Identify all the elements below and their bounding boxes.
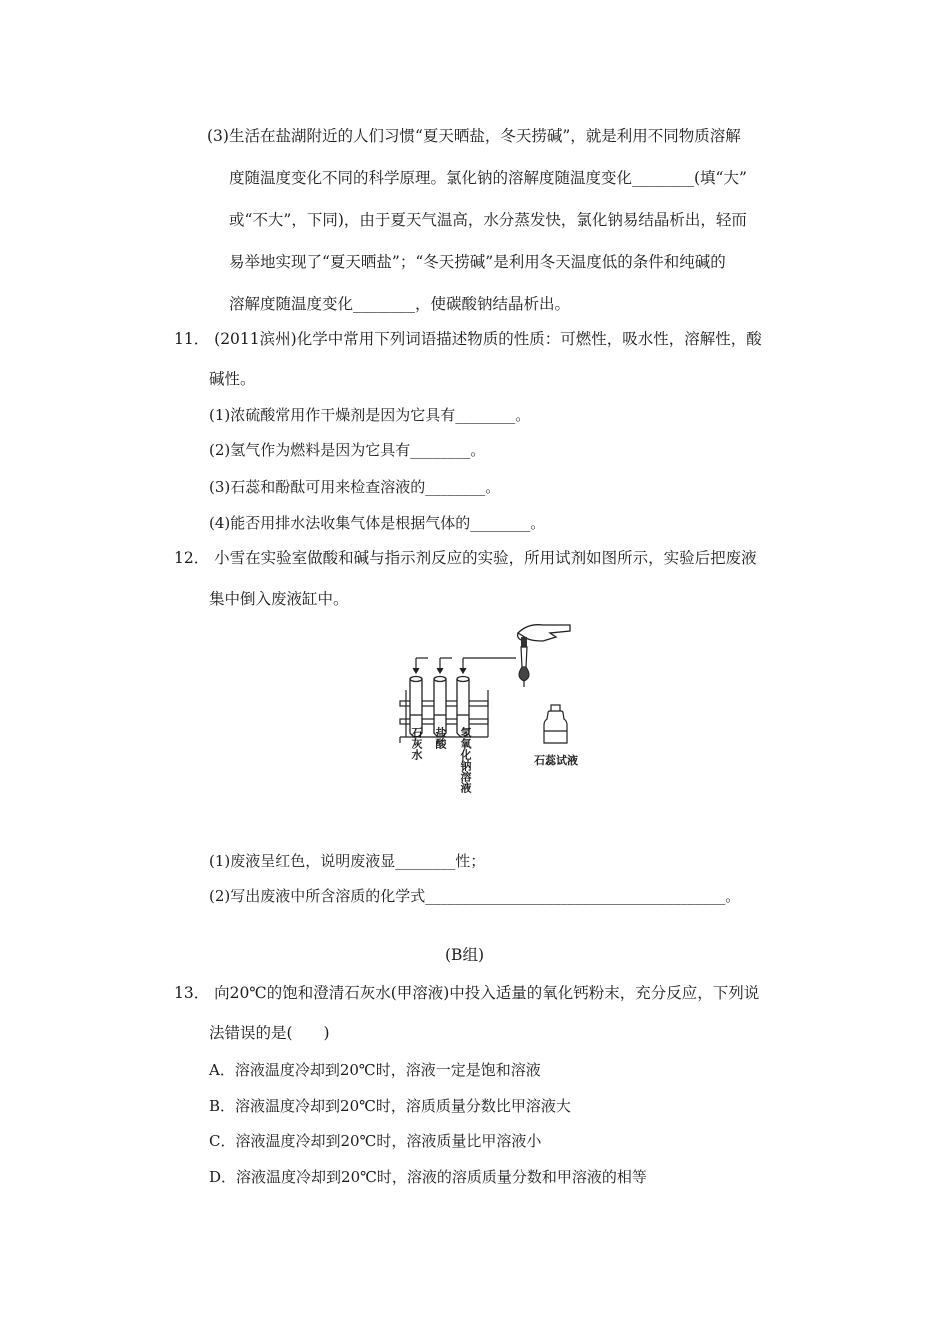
bottle-label-litmus: 石蕊试液 [534,754,578,767]
q13-option-b: B．溶液温度冷却到20℃时，溶质质量分数比甲溶液大 [209,1097,571,1115]
q13-stem-line1: 13． 向20℃的饱和澄清石灰水(甲溶液)中投入适量的氧化钙粉末，充分反应，下列说 [174,984,760,1002]
reagent-bottle-icon [544,705,567,743]
dropper-icon [519,637,529,687]
q11-item-2: (2)氢气作为燃料是因为它具有________。 [209,441,486,459]
q11-item-1: (1)浓硫酸常用作干燥剂是因为它具有________。 [209,406,531,424]
q12-item-1: (1)废液呈红色，说明废液显________性； [209,852,486,870]
q11-item-4: (4)能否用排水法收集气体是根据气体的________。 [209,514,546,532]
tube-label-hydrochloric-acid: 盐酸 [434,727,447,749]
q10-part3-line4: 易举地实现了“夏天晒盐”；“冬天捞碱”是利用冬天温度低的条件和纯碱的 [229,253,726,271]
experiment-illustration [378,615,600,833]
tube-label-limewater: 石灰水 [410,727,423,760]
q12-stem-line1: 12． 小雪在实验室做酸和碱与指示剂反应的实验，所用试剂如图所示，实验后把废液 [174,549,757,567]
q12-stem-line2: 集中倒入废液缸中。 [209,590,349,608]
group-b-heading: (B组) [445,946,484,964]
q13-stem-line2: 法错误的是( ) [209,1024,330,1042]
q12-item-2: (2)写出废液中所含溶质的化学式________________________________________。 [209,887,741,905]
q11-stem-line2: 碱性。 [209,370,256,388]
q10-part3-line5: 溶解度随温度变化________，使碳酸钠结晶析出。 [229,295,571,313]
q11-item-3: (3)石蕊和酚酞可用来检查溶液的________。 [209,478,501,496]
tube-label-sodium-hydroxide: 氢氧化钠溶液 [459,727,472,793]
q10-part3-line1: (3)生活在盐湖附近的人们习惯“夏天晒盐，冬天捞碱”，就是利用不同物质溶解 [207,127,741,145]
q10-part3-line3: 或“不大”，下同)，由于夏天气温高，水分蒸发快，氯化钠易结晶析出，轻而 [229,211,747,229]
q10-part3-line2: 度随温度变化不同的科学原理。氯化钠的溶解度随温度变化________(填“大” [229,169,747,187]
experiment-figure [378,615,600,833]
q13-option-a: A．溶液温度冷却到20℃时，溶液一定是饱和溶液 [209,1061,541,1079]
arrows [413,658,516,673]
q13-option-d: D．溶液温度冷却到20℃时，溶液的溶质质量分数和甲溶液的相等 [209,1168,647,1186]
q11-stem-line1: 11． (2011滨州)化学中常用下列词语描述物质的性质：可燃性，吸水性，溶解性，酸 [174,330,762,348]
q13-option-c: C．溶液温度冷却到20℃时，溶液质量比甲溶液小 [209,1132,542,1150]
